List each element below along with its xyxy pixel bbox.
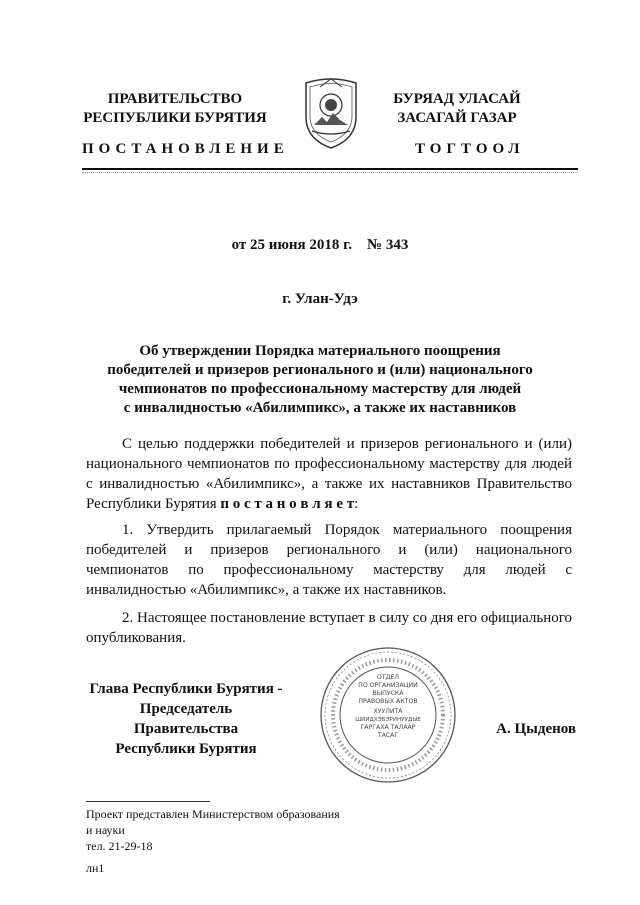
preamble-text: С целью поддержки победителей и призеров регионального и (или) национального чемпионатов по профессиональному мастерству для людей с инвалидностью «Абилимпикс», а также их наставников Правительство Республики Бурятия (86, 436, 572, 512)
city: г. Улан-Удэ (282, 291, 358, 307)
paragraph-item-1: 1. Утвердить прилагаемый Порядок материального поощрения победителей и призеров регионального и (или) национального чемпионатов по профессиональному мастерству для людей с инвалидностью «Абилимпикс», а также их наставников. (86, 522, 572, 598)
preamble-colon: : (354, 496, 359, 512)
footer-line: лн1 (86, 861, 105, 875)
gov-name-bua (372, 90, 542, 128)
seal-text-line: ГАРГАХА ТАЛААР (360, 724, 416, 731)
paragraph-preamble (86, 434, 572, 514)
footer-note (86, 806, 340, 876)
seal-text-line: ТАСАГ (377, 732, 399, 739)
resolves-word: п о с т а н о в л я е т (220, 496, 355, 512)
footer-rule (86, 801, 210, 802)
gov-name-bua-line2: ЗАСАГАЙ ГАЗАР (397, 110, 517, 126)
gov-name-ru-line2: РЕСПУБЛИКИ БУРЯТИЯ (83, 110, 267, 126)
footer-line: Проект представлен Министерством образования (86, 807, 340, 821)
seal-text-line: ПРАВОВЫХ АКТОВ (358, 698, 418, 705)
header-divider (82, 168, 578, 170)
seal-text-line: ОТДЕЛ (376, 674, 400, 681)
footer-line: тел. 21-29-18 (86, 839, 153, 853)
header-divider-dotted (82, 172, 578, 173)
seal-text-line: ВЫПУСКА (372, 690, 404, 697)
seal-text-line: ХУУЛИТА (373, 708, 403, 715)
title-line: Об утверждении Порядка материального поощрения (139, 343, 501, 359)
gov-name-ru-line1: ПРАВИТЕЛЬСТВО (107, 91, 243, 107)
gov-name-bua-line1: БУРЯАД УЛАСАЙ (393, 91, 521, 107)
date-and-number: от 25 июня 2018 г. № 343 (231, 237, 409, 253)
signatory-name: А. Цыденов (496, 721, 576, 737)
seal-text-line: ПО ОРГАНИЗАЦИИ (358, 682, 418, 689)
title-line: чемпионатов по профессиональному мастерству для людей (118, 381, 522, 397)
seal-text-line: ШИИДХЭБЭРИНУУДЫЕ (355, 717, 421, 723)
document-type-bua: ТОГТООЛ (415, 141, 525, 157)
signatory-title-line: Председатель Правительства (133, 701, 239, 737)
paragraph-item-2: 2. Настоящее постановление вступает в силу со дня его официального опубликования. (86, 610, 572, 646)
footer-line: и науки (86, 823, 125, 837)
signatory-title (86, 679, 286, 759)
gov-name-ru (80, 90, 270, 128)
title-line: с инвалидностью «Абилимпикс», а также их наставников (123, 400, 517, 416)
title-line: победителей и призеров регионального и (или) национального (107, 362, 533, 378)
coat-of-arms-emblem (300, 73, 362, 151)
document-type-ru: ПОСТАНОВЛЕНИЕ (82, 141, 289, 157)
signatory-title-line: Глава Республики Бурятия - (89, 681, 283, 697)
signatory-title-line: Республики Бурятия (115, 741, 257, 757)
official-seal (318, 645, 458, 785)
document-title (0, 342, 640, 418)
